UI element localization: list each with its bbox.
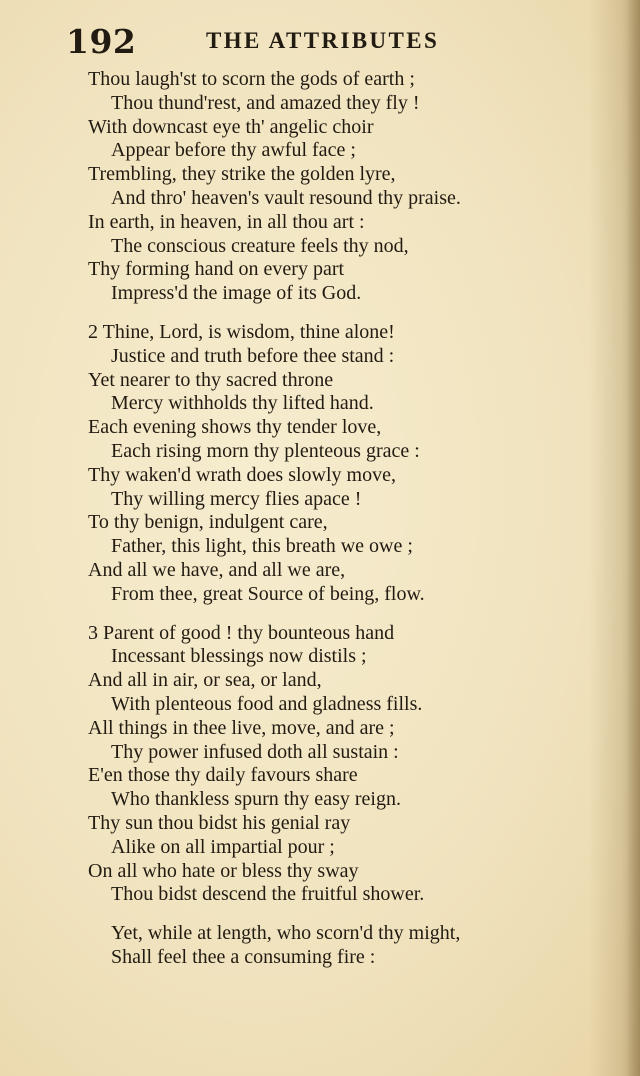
verse-line: Trembling, they strike the golden lyre, (88, 163, 396, 186)
verse-line: Thy willing mercy flies apace ! (111, 487, 362, 510)
verse-line: Father, this light, this breath we owe ; (111, 535, 413, 558)
verse-line: And all we have, and all we are, (88, 558, 346, 581)
verse-line: Thou thund'rest, and amazed they fly ! (111, 91, 420, 114)
verse-line: Impress'd the image of its God. (111, 282, 362, 305)
verse-line: Thou bidst descend the fruitful shower. (111, 883, 425, 906)
stanza (88, 622, 600, 908)
verse-line: Each evening shows thy tender love, (88, 416, 382, 439)
page-number: 192 (66, 22, 137, 61)
verse-line: Justice and truth before thee stand : (111, 344, 395, 367)
verse-line: On all who hate or bless thy sway (88, 859, 359, 882)
verse-line: 2 Thine, Lord, is wisdom, thine alone! (88, 320, 395, 343)
verse-line: Shall feel thee a consuming fire : (111, 945, 376, 968)
verse-line: From thee, great Source of being, flow. (111, 582, 425, 605)
stanza (88, 922, 600, 970)
verse-line: Each rising morn thy plenteous grace : (111, 439, 420, 462)
verse-line: Thy forming hand on every part (88, 258, 345, 281)
verse-line: Alike on all impartial pour ; (111, 835, 335, 858)
verse-line: Appear before thy awful face ; (111, 139, 356, 162)
verse-line: With plenteous food and gladness fills. (111, 692, 423, 715)
verse-line: Yet nearer to thy sacred throne (88, 368, 334, 391)
verse-line: The conscious creature feels thy nod, (111, 234, 409, 257)
verse-line: Thy waken'd wrath does slowly move, (88, 463, 396, 486)
verse-line: To thy benign, indulgent care, (88, 511, 328, 534)
verse-line: E'en those thy daily favours share (88, 764, 358, 787)
verse-line: Who thankless spurn thy easy reign. (111, 788, 401, 811)
verse-line: 3 Parent of good ! thy bounteous hand (88, 621, 395, 644)
stanza (88, 321, 600, 607)
verse-line: Yet, while at length, who scorn'd thy might, (111, 922, 461, 945)
page-edge-shadow (626, 0, 640, 1076)
verse-line: Incessant blessings now distils ; (111, 645, 367, 668)
verse-line: In earth, in heaven, in all thou art : (88, 210, 365, 233)
verse-line: Mercy withholds thy lifted hand. (111, 392, 374, 415)
page-header (66, 22, 606, 62)
verse-line: Thy sun thou bidst his genial ray (88, 811, 351, 834)
verse-line: With downcast eye th' angelic choir (88, 115, 374, 138)
stanza (88, 68, 600, 306)
verse-line: Thou laugh'st to scorn the gods of earth ; (88, 68, 415, 90)
verse-line: All things in thee live, move, and are ; (88, 716, 395, 739)
verse-line: And thro' heaven's vault resound thy praise. (111, 186, 461, 209)
running-head: THE ATTRIBUTES (206, 28, 440, 53)
verse-line: Thy power infused doth all sustain : (111, 740, 399, 763)
hymn-text (88, 68, 600, 970)
verse-line: And all in air, or sea, or land, (88, 669, 322, 692)
